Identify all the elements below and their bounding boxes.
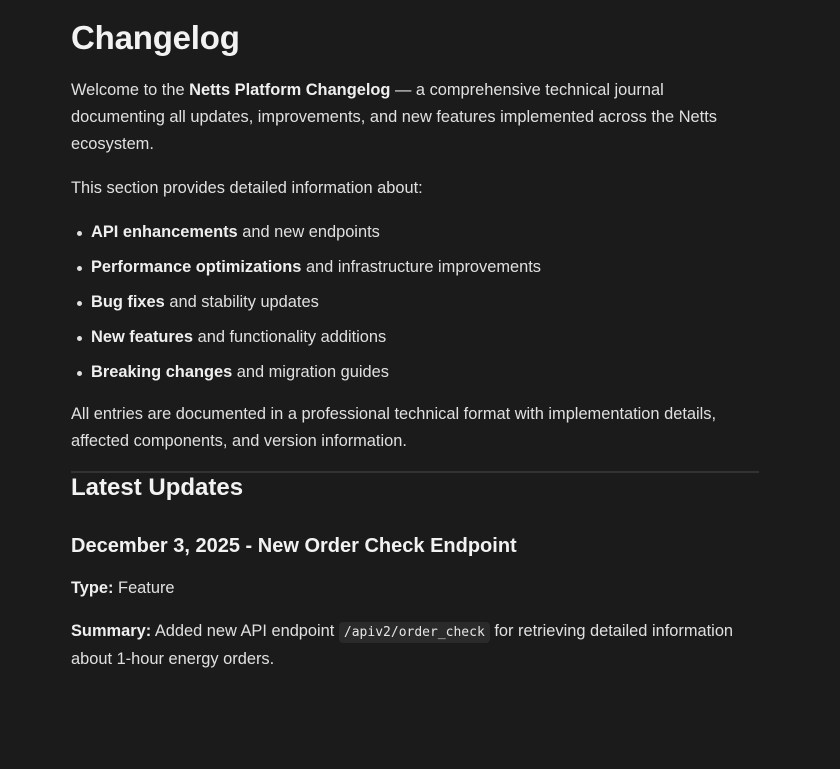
- list-item: [91, 359, 759, 386]
- list-item: [91, 289, 759, 316]
- entry-summary-label: Summary:: [71, 622, 152, 640]
- topics-lead-in: This section provides detailed information about:: [71, 179, 423, 197]
- entry-summary: [71, 618, 759, 673]
- topic-strong: Breaking changes: [91, 363, 233, 381]
- page-title: Changelog: [71, 19, 240, 56]
- latest-updates-heading: Latest Updates: [71, 474, 244, 501]
- outro-paragraph: All entries are documented in a professional technical format with implementation details, affected components, and version information.: [71, 405, 717, 450]
- entry-type-value: Feature: [113, 579, 175, 597]
- entry-type: [71, 575, 759, 602]
- topic-strong: Bug fixes: [91, 293, 165, 311]
- entry-title: December 3, 2025 - New Order Check Endpoint: [71, 535, 517, 557]
- topic-rest: and new endpoints: [237, 223, 380, 241]
- topics-list: [71, 219, 759, 386]
- topic-rest: and infrastructure improvements: [301, 258, 541, 276]
- topic-strong: API enhancements: [91, 223, 238, 241]
- topic-rest: and stability updates: [164, 293, 319, 311]
- intro-paragraph: [71, 77, 759, 158]
- entry-type-label: Type:: [71, 579, 114, 597]
- changelog-page: [71, 0, 759, 673]
- intro-suffix: — a comprehensive technical journal documenting all updates, improvements, and new features implemented across the Netts ecosystem.: [71, 81, 717, 153]
- topic-rest: and functionality additions: [193, 328, 387, 346]
- list-item: [91, 219, 759, 246]
- endpoint-code: /apiv2/order_check: [339, 622, 490, 643]
- intro-prefix: Welcome to the: [71, 81, 190, 99]
- topic-rest: and migration guides: [232, 363, 389, 381]
- entry-summary-suffix: for retrieving detailed information about 1-hour energy orders.: [71, 622, 734, 668]
- topic-strong: Performance optimizations: [91, 258, 302, 276]
- intro-platform-name: Netts Platform Changelog: [189, 81, 391, 99]
- topic-strong: New features: [91, 328, 194, 346]
- entry-summary-prefix: Added new API endpoint: [151, 622, 339, 640]
- list-item: [91, 254, 759, 281]
- list-item: [91, 324, 759, 351]
